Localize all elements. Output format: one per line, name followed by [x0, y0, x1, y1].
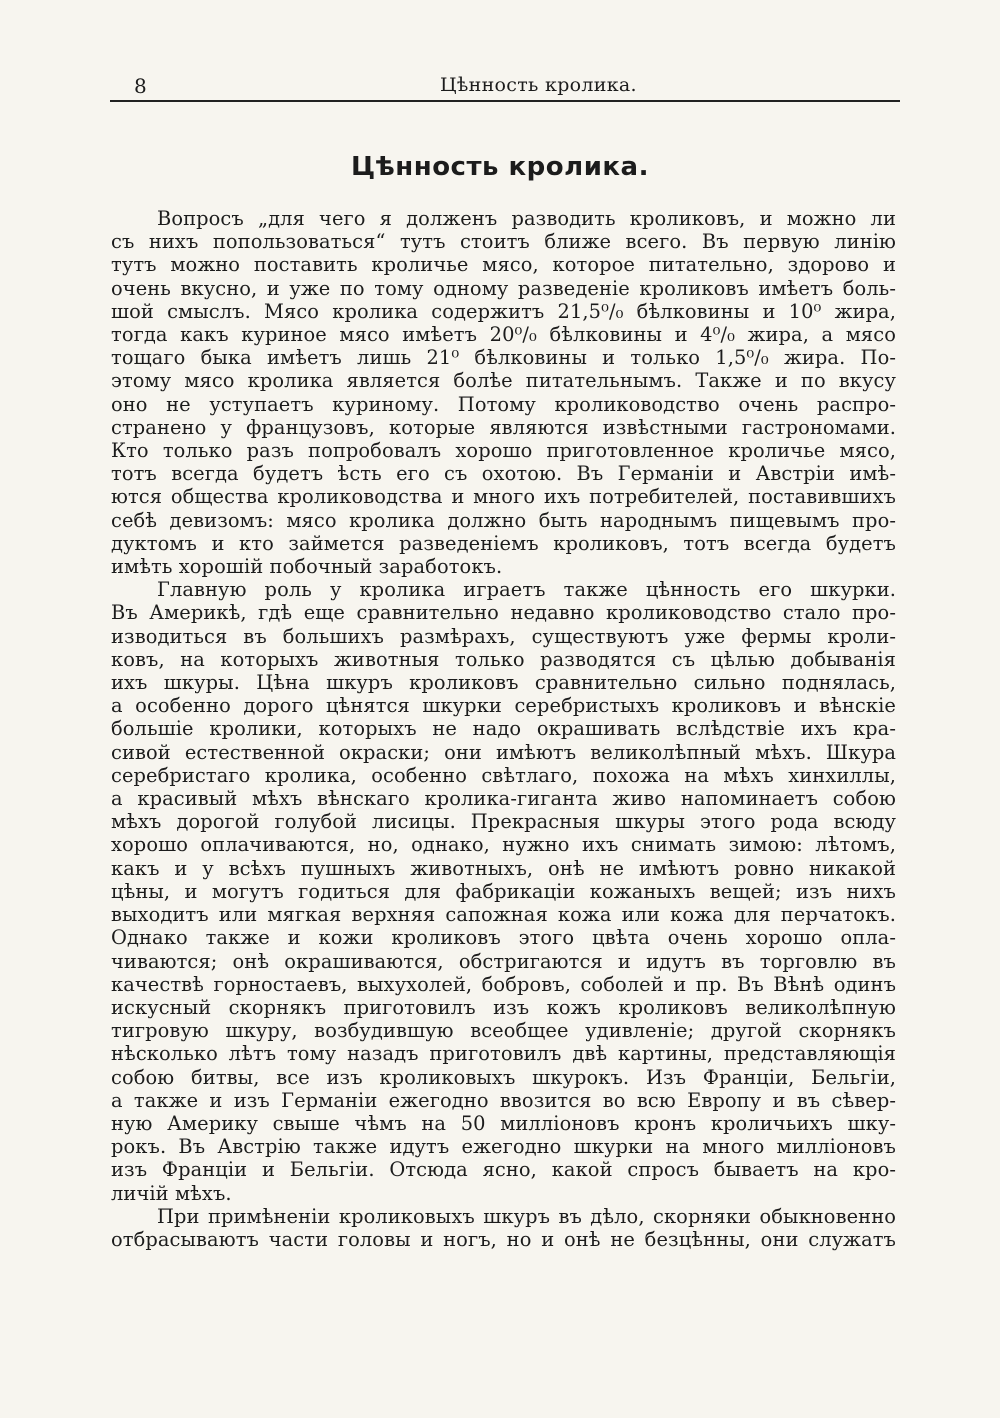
text-line: Кто только разъ попробовалъ хорошо приготовленное кроличье мясо,: [111, 439, 896, 463]
text-line: изводиться въ большихъ размѣрахъ, существуютъ уже фермы кроли-: [111, 624, 896, 648]
text-line: а также и изъ Германіи ежегодно ввозится во всю Европу и въ сѣвер-: [111, 1088, 896, 1112]
text-line: тогда какъ куриное мясо имѣетъ 20⁰/₀ бѣлковины и 4⁰/₀ жира, а мясо: [111, 323, 896, 347]
text-line: чиваются; онѣ окрашиваются, обстригаются и идутъ въ торговлю въ: [111, 949, 896, 973]
text-line: отбрасываютъ части головы и ногъ, но и онѣ не безцѣнны, они служатъ: [111, 1227, 896, 1251]
text-line: имѣть хорошій побочный заработокъ.: [111, 555, 503, 579]
text-line: оно не уступаетъ куриному. Потому кролиководство очень распро-: [111, 392, 896, 416]
text-line: ковъ, на которыхъ животныя только разводятся съ цѣлью добыванія: [111, 647, 896, 671]
text-line: искусный скорнякъ приготовилъ изъ кожъ кроликовъ великолѣпную: [111, 995, 896, 1019]
text-line: тощаго быка имѣетъ лишь 21⁰ бѣлковины и только 1,5⁰/₀ жира. По-: [111, 346, 896, 370]
text-line: сивой естественной окраски; они имѣютъ великолѣпный мѣхъ. Шкура: [111, 740, 896, 764]
text-line: При примѣненіи кроликовыхъ шкуръ въ дѣло, скорняки обыкновенно: [157, 1204, 896, 1228]
text-line: Вопросъ „для чего я долженъ разводить кроликовъ, и можно ли: [157, 207, 896, 230]
text-line: тигровую шкуру, возбудившую всеобщее удивленіе; другой скорнякъ: [111, 1019, 896, 1043]
running-header: [110, 68, 900, 102]
text-line: большіе кролики, которыхъ не надо окрашивать вслѣдствіе ихъ кра-: [111, 717, 896, 741]
text-line: хорошо оплачиваются, но, однако, нужно ихъ снимать зимою: лѣтомъ,: [111, 833, 896, 857]
chapter-title: Цѣнность кролика.: [351, 152, 649, 182]
text-line: Однако также и кожи кроликовъ этого цвѣта очень хорошо опла-: [111, 926, 896, 950]
text-line: рокъ. Въ Австрію также идутъ ежегодно шкурки на много милліоновъ: [111, 1135, 896, 1159]
text-line: мѣхъ дорогой голубой лисицы. Прекрасныя шкуры этого рода всюду: [111, 810, 896, 834]
paragraph: [111, 1205, 896, 1251]
text-line: серебристаго кролика, особенно свѣтлаго, похожа на мѣхъ хинхиллы,: [111, 763, 896, 787]
text-line: качествѣ горностаевъ, выхухолей, бобровъ, соболей и пр. Въ Вѣнѣ одинъ: [111, 972, 896, 996]
text-line: ихъ шкуры. Цѣна шкуръ кроликовъ сравнительно сильно поднялась,: [111, 671, 896, 695]
text-line: нѣсколько лѣтъ тому назадъ приготовилъ двѣ картины, представляющія: [111, 1042, 896, 1066]
text-line: личій мѣхъ.: [111, 1181, 232, 1205]
text-line: Главную роль у кролика играетъ также цѣнность его шкурки.: [157, 578, 896, 602]
text-line: изъ Франціи и Бельгіи. Отсюда ясно, какой спросъ бываетъ на кро-: [111, 1158, 896, 1182]
paragraph: [111, 207, 896, 578]
text-line: какъ и у всѣхъ пушныхъ животныхъ, онѣ не имѣютъ ровно никакой: [111, 856, 896, 880]
text-line: странено у французовъ, которые являются извѣстными гастрономами.: [111, 415, 896, 439]
text-line: а особенно дорого цѣнятся шкурки серебристыхъ кроликовъ и вѣнскіе: [111, 694, 896, 718]
text-line: цѣны, и могутъ годиться для фабрикаціи кожаныхъ вещей; изъ нихъ: [111, 879, 896, 903]
text-line: дуктомъ и кто займется разведеніемъ кроликовъ, тотъ всегда будетъ: [111, 531, 896, 555]
text-line: очень вкусно, и уже по тому одному разведеніе кроликовъ имѣетъ боль-: [111, 276, 896, 300]
running-title: Цѣнность кролика.: [440, 74, 637, 96]
text-line: себѣ девизомъ: мясо кролика должно быть народнымъ пищевымъ про-: [111, 508, 896, 532]
text-line: ную Америку свыше чѣмъ на 50 милліоновъ кронъ кроличьихъ шку-: [111, 1111, 896, 1135]
text-line: шой смыслъ. Мясо кролика содержитъ 21,5⁰/₀ бѣлковины и 10⁰ жира,: [111, 299, 896, 323]
text-line: выходитъ или мягкая верхняя сапожная кожа или кожа для перчатокъ.: [111, 903, 896, 927]
text-line: ются общества кролиководства и много ихъ потребителей, поставившихъ: [111, 485, 896, 509]
text-line: съ нихъ попользоваться“ тутъ стоитъ ближе всего. Въ первую линію: [111, 230, 896, 254]
body-text: [111, 207, 896, 1251]
page-number: 8: [134, 74, 147, 98]
text-line: тутъ можно поставить кроличье мясо, которое питательно, здорово и: [111, 253, 896, 277]
paragraph: [111, 578, 896, 1204]
text-line: собою битвы, все изъ кроликовыхъ шкурокъ. Изъ Франціи, Бельгіи,: [111, 1065, 896, 1089]
text-line: Въ Америкѣ, гдѣ еще сравнительно недавно кролиководство стало про-: [111, 601, 896, 625]
text-line: этому мясо кролика является болѣе питательнымъ. Также и по вкусу: [111, 369, 896, 393]
text-line: а красивый мѣхъ вѣнскаго кролика-гиганта живо напоминаетъ собою: [111, 787, 896, 811]
text-line: тотъ всегда будетъ ѣсть его съ охотою. Въ Германіи и Австріи имѣ-: [111, 462, 896, 486]
